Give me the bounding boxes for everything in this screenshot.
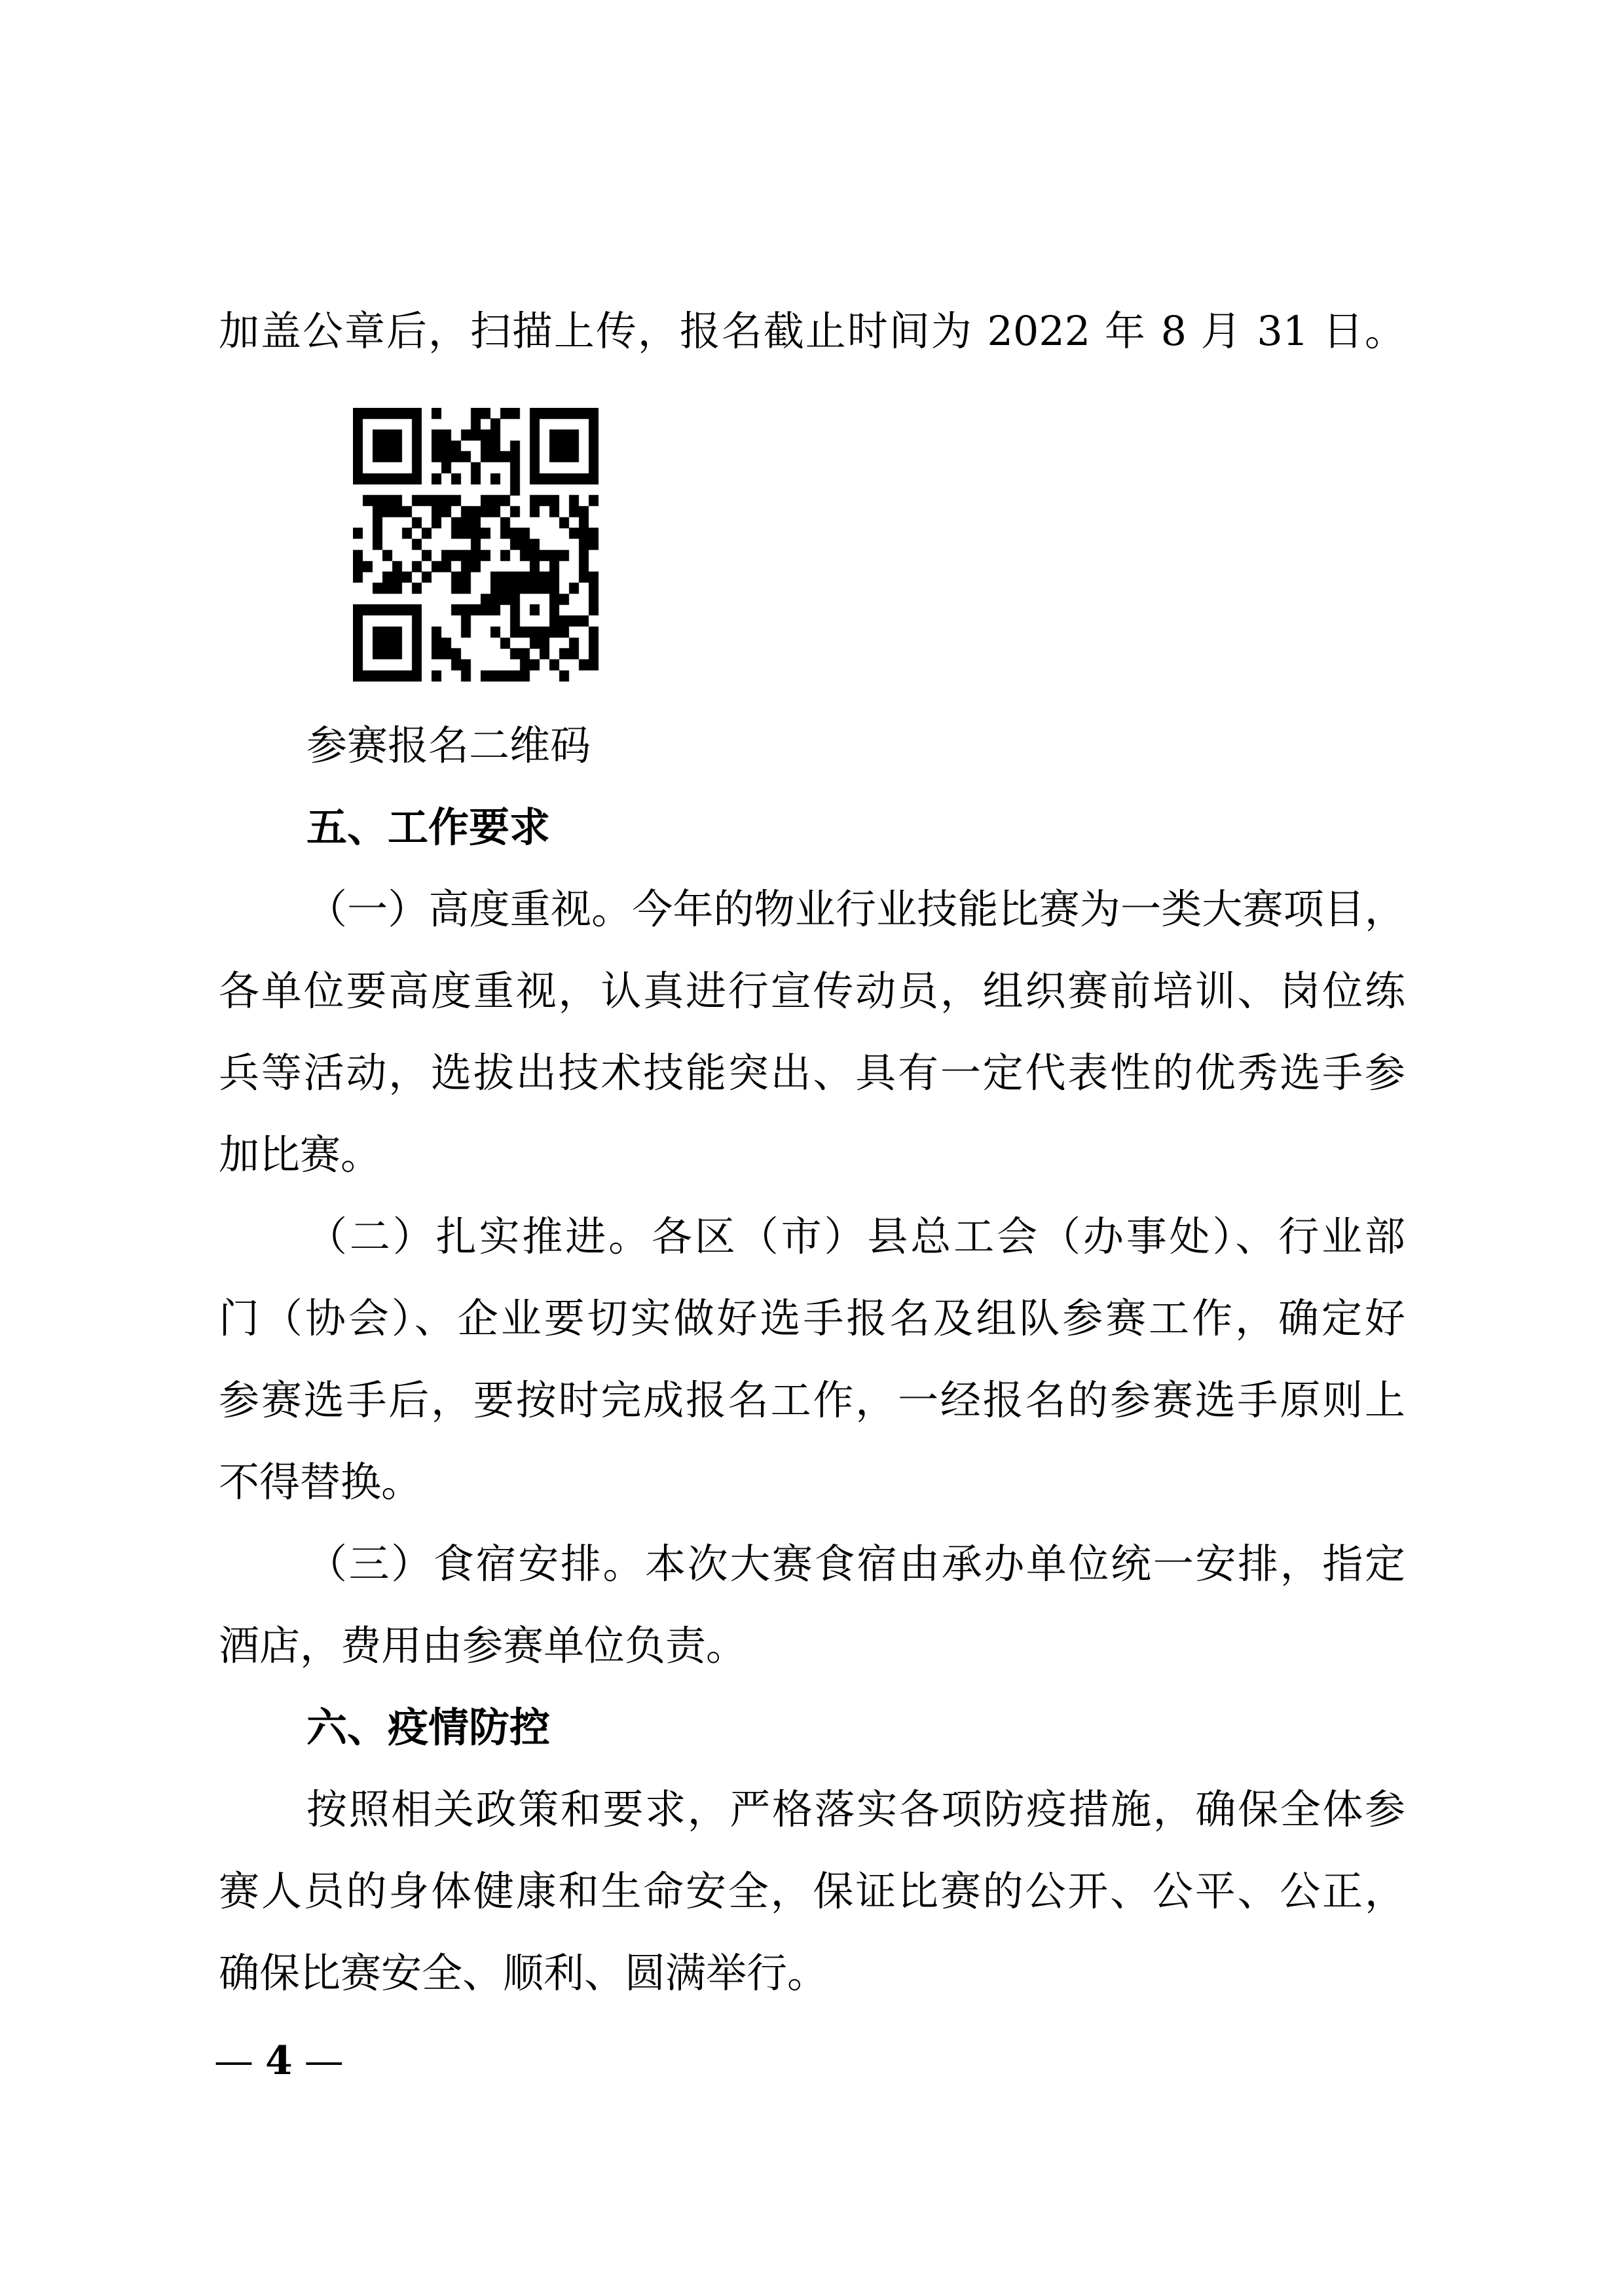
- paragraph-line: 参赛选手后，要按时完成报名工作，一经报名的参赛选手原则上: [219, 1376, 1405, 1424]
- page-number-dash-left: —: [214, 2038, 253, 2084]
- page-number: [214, 2032, 344, 2090]
- qr-caption: 参赛报名二维码: [306, 721, 591, 769]
- page-number-value: 4: [265, 2038, 293, 2084]
- paragraph-line: 门（协会）、企业要切实做好选手报名及组队参赛工作，确定好: [219, 1294, 1405, 1342]
- paragraph-line: （二）扎实推进。各区（市）县总工会（办事处）、行业部: [306, 1212, 1405, 1260]
- paragraph-line: 各单位要高度重视，认真进行宣传动员，组织赛前培训、岗位练: [219, 967, 1405, 1015]
- intro-line: 加盖公章后，扫描上传，报名截止时间为 2022 年 8 月 31 日。: [219, 307, 1405, 355]
- paragraph-line: 确保比赛安全、顺利、圆满举行。: [219, 1949, 828, 1997]
- paragraph-line: 酒店，费用由参赛单位负责。: [219, 1622, 747, 1669]
- section5-heading: 五、工作要求: [306, 803, 551, 851]
- document-body: [219, 290, 1405, 2014]
- qr-code-block: [353, 408, 599, 682]
- paragraph-line: 兵等活动，选拔出技术技能突出、具有一定代表性的优秀选手参: [219, 1049, 1405, 1097]
- paragraph-line: （一）高度重视。今年的物业行业技能比赛为一类大赛项目，: [306, 885, 1405, 933]
- paragraph-line: 加比赛。: [219, 1131, 382, 1178]
- paragraph-line: （三）食宿安排。本次大赛食宿由承办单位统一安排，指定: [306, 1540, 1405, 1588]
- paragraph-line: 赛人员的身体健康和生命安全，保证比赛的公开、公平、公正，: [219, 1867, 1405, 1915]
- section6-heading: 六、疫情防控: [306, 1704, 551, 1751]
- paragraph-line: 按照相关政策和要求，严格落实各项防疫措施，确保全体参: [306, 1785, 1405, 1833]
- paragraph-line: 不得替换。: [219, 1458, 422, 1506]
- page-number-dash-right: —: [304, 2038, 344, 2084]
- registration-qr-code-icon: [353, 408, 599, 682]
